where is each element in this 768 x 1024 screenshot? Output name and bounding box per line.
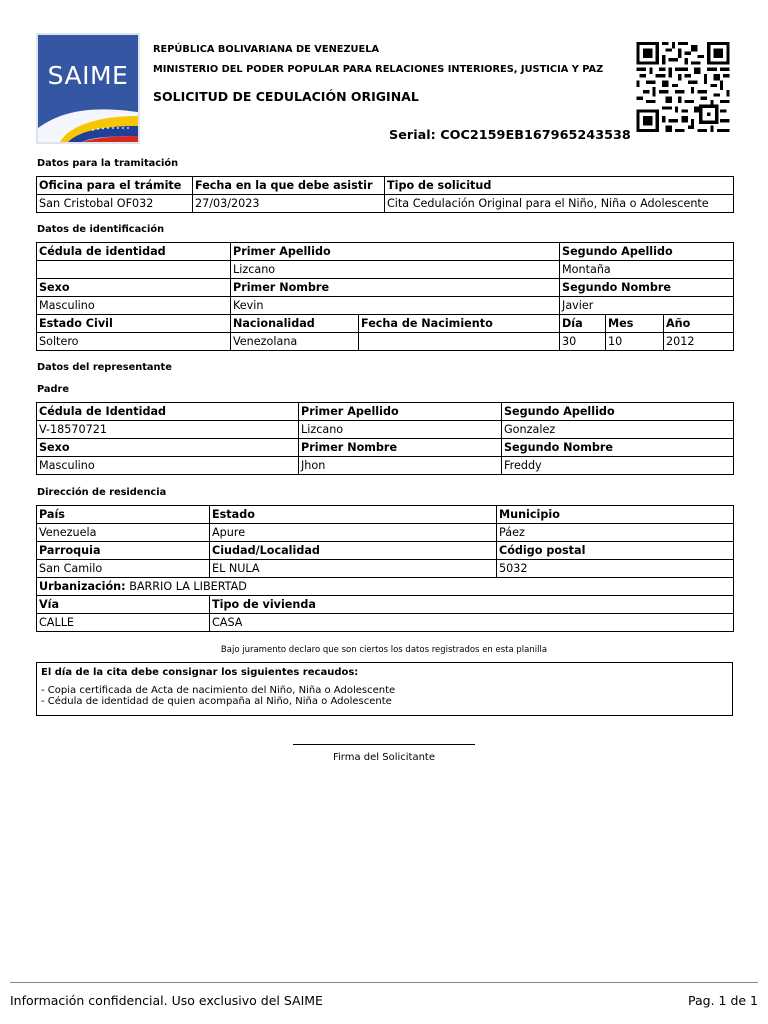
header-via: Vía — [37, 596, 210, 614]
header-rep-cedula: Cédula de Identidad — [37, 403, 299, 421]
value-rep-primer-nombre: Jhon — [299, 457, 502, 475]
value-estado: Apure — [210, 524, 497, 542]
serial-number: Serial: COC2159EB167965243538 — [389, 128, 631, 143]
value-tipo-vivienda: CASA — [210, 614, 734, 632]
header-municipio: Municipio — [497, 506, 734, 524]
logo-text: SAIME — [47, 61, 129, 90]
qr-code-icon — [636, 42, 730, 132]
value-rep-primer-apellido: Lizcano — [299, 421, 502, 439]
value-municipio: Páez — [497, 524, 734, 542]
value-cedula — [37, 261, 231, 279]
header-oficina: Oficina para el trámite — [37, 177, 193, 195]
value-rep-sexo: Masculino — [37, 457, 299, 475]
table-row — [37, 195, 734, 213]
table-row — [37, 596, 734, 614]
header-estado-civil: Estado Civil — [37, 315, 231, 333]
header-estado: Estado — [210, 506, 497, 524]
header-anio: Año — [664, 315, 734, 333]
tramitacion-table — [36, 176, 734, 213]
header-urbanizacion: Urbanización: — [39, 579, 126, 593]
header-rep-primer-apellido: Primer Apellido — [299, 403, 502, 421]
header-cedula: Cédula de identidad — [37, 243, 231, 261]
representante-table — [36, 402, 734, 475]
saime-logo — [36, 33, 140, 144]
requirements-title: El día de la cita debe consignar los siguientes recaudos: — [41, 667, 359, 678]
value-anio: 2012 — [664, 333, 734, 351]
header-ciudad: Ciudad/Localidad — [210, 542, 497, 560]
header-dia: Día — [560, 315, 606, 333]
value-rep-cedula: V-18570721 — [37, 421, 299, 439]
footer-divider — [10, 982, 758, 983]
table-row — [37, 421, 734, 439]
table-row — [37, 261, 734, 279]
header-fecha-asistir: Fecha en la que debe asistir — [193, 177, 385, 195]
value-segundo-nombre: Javier — [560, 297, 734, 315]
table-row — [37, 439, 734, 457]
value-rep-segundo-nombre: Freddy — [502, 457, 734, 475]
header-segundo-apellido: Segundo Apellido — [560, 243, 734, 261]
value-parroquia: San Camilo — [37, 560, 210, 578]
value-tipo-solicitud: Cita Cedulación Original para el Niño, Niña o Adolescente — [385, 195, 734, 213]
header-fecha-nacimiento: Fecha de Nacimiento — [359, 315, 560, 333]
value-nacionalidad: Venezolana — [231, 333, 359, 351]
table-row — [37, 177, 734, 195]
value-sexo: Masculino — [37, 297, 231, 315]
header-rep-segundo-apellido: Segundo Apellido — [502, 403, 734, 421]
header-tipo-solicitud: Tipo de solicitud — [385, 177, 734, 195]
table-row — [37, 524, 734, 542]
header-sexo: Sexo — [37, 279, 231, 297]
urbanizacion-cell — [37, 578, 734, 596]
value-pais: Venezuela — [37, 524, 210, 542]
document-title: SOLICITUD DE CEDULACIÓN ORIGINAL — [153, 89, 419, 104]
table-row — [37, 315, 734, 333]
header-pais: País — [37, 506, 210, 524]
section-residencia: Dirección de residencia — [37, 487, 167, 498]
value-ciudad: EL NULA — [210, 560, 497, 578]
table-row — [37, 279, 734, 297]
value-segundo-apellido: Montaña — [560, 261, 734, 279]
header-rep-segundo-nombre: Segundo Nombre — [502, 439, 734, 457]
value-fecha-nacimiento — [359, 333, 560, 351]
requirement-item: - Copia certificada de Acta de nacimiento del Niño, Niña o Adolescente — [41, 685, 396, 696]
header-primer-nombre: Primer Nombre — [231, 279, 560, 297]
table-row — [37, 578, 734, 596]
requirements-box — [36, 662, 733, 716]
value-estado-civil: Soltero — [37, 333, 231, 351]
value-primer-nombre: Kevin — [231, 297, 560, 315]
residencia-table — [36, 505, 734, 632]
section-tramitacion: Datos para la tramitación — [37, 158, 179, 169]
table-row — [37, 243, 734, 261]
value-via: CALLE — [37, 614, 210, 632]
header-parroquia: Parroquia — [37, 542, 210, 560]
header-rep-sexo: Sexo — [37, 439, 299, 457]
header-ministry: MINISTERIO DEL PODER POPULAR PARA RELACIONES INTERIORES, JUSTICIA Y PAZ — [153, 64, 604, 75]
table-row — [37, 297, 734, 315]
table-row — [37, 333, 734, 351]
table-row — [37, 457, 734, 475]
value-urbanizacion: BARRIO LA LIBERTAD — [129, 579, 247, 593]
value-mes: 10 — [606, 333, 664, 351]
table-row — [37, 614, 734, 632]
value-dia: 30 — [560, 333, 606, 351]
header-mes: Mes — [606, 315, 664, 333]
requirement-item: - Cédula de identidad de quien acompaña al Niño, Niña o Adolescente — [41, 696, 392, 707]
footer-confidential: Información confidencial. Uso exclusivo del SAIME — [10, 993, 323, 1008]
page-number: Pag. 1 de 1 — [688, 993, 758, 1008]
flag-ribbon-icon — [38, 98, 138, 142]
value-codigo-postal: 5032 — [497, 560, 734, 578]
section-representante: Datos del representante — [37, 362, 172, 373]
header-tipo-vivienda: Tipo de vivienda — [210, 596, 734, 614]
signature-label: Firma del Solicitante — [332, 752, 435, 763]
value-fecha-asistir: 27/03/2023 — [193, 195, 385, 213]
header-nacionalidad: Nacionalidad — [231, 315, 359, 333]
table-row — [37, 506, 734, 524]
header-segundo-nombre: Segundo Nombre — [560, 279, 734, 297]
value-rep-segundo-apellido: Gonzalez — [502, 421, 734, 439]
table-row — [37, 403, 734, 421]
table-row — [37, 560, 734, 578]
header-republic: REPÚBLICA BOLIVARIANA DE VENEZUELA — [153, 44, 380, 55]
subsection-padre: Padre — [37, 384, 70, 395]
table-row — [37, 542, 734, 560]
value-primer-apellido: Lizcano — [231, 261, 560, 279]
header-rep-primer-nombre: Primer Nombre — [299, 439, 502, 457]
header-primer-apellido: Primer Apellido — [231, 243, 560, 261]
signature-line — [293, 744, 475, 745]
identificacion-table — [36, 242, 734, 351]
value-oficina: San Cristobal OF032 — [37, 195, 193, 213]
declaration-text: Bajo juramento declaro que son ciertos los datos registrados en esta planilla — [220, 645, 548, 655]
section-identificacion: Datos de identificación — [37, 224, 165, 235]
header-codigo-postal: Código postal — [497, 542, 734, 560]
